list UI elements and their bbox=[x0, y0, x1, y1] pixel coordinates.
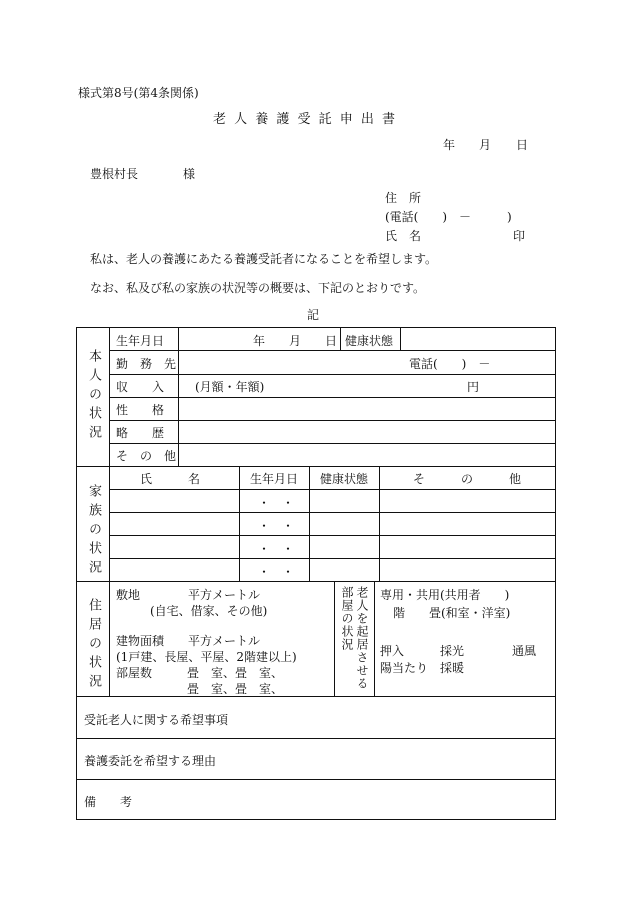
reason-label: 養護委託を希望する理由 bbox=[84, 754, 217, 768]
family-row-dob: ・ ・ bbox=[258, 519, 295, 533]
character-label: 性 格 bbox=[116, 403, 165, 417]
room-section-label-1: 老人を起居させる bbox=[355, 586, 369, 690]
housing-rooms-label: 部屋数 bbox=[116, 666, 153, 680]
housing-features-1: 押入 採光 通風 bbox=[380, 644, 537, 658]
housing-site: 敷地 平方メートル bbox=[116, 588, 261, 602]
applicant-seal: 印 bbox=[513, 229, 526, 243]
housing-rooms-2: 畳 室、畳 室、 bbox=[187, 682, 284, 696]
workplace-label: 勤 務 先 bbox=[116, 357, 177, 371]
addressee-honorific: 様 bbox=[183, 167, 196, 181]
family-header-dob: 生年月日 bbox=[250, 472, 299, 486]
housing-use: 専用・共用(共用者 ) bbox=[380, 588, 510, 602]
dob-label: 生年月日 bbox=[116, 334, 165, 348]
housing-building-type: (1戸建、長屋、平屋、2階建以上) bbox=[116, 650, 297, 664]
housing-floor: 階 畳(和室・洋室) bbox=[393, 606, 511, 620]
applicant-name-label: 氏 名 bbox=[385, 229, 422, 243]
applicant-phone-label: (電話( ) － ) bbox=[385, 210, 512, 224]
income-unit: 円 bbox=[467, 380, 480, 394]
dob-year-unit: 年 bbox=[253, 334, 266, 348]
self-section-label: 本人の状況 bbox=[86, 349, 101, 444]
form-number: 様式第8号(第4条関係) bbox=[78, 86, 199, 100]
remarks-label: 備 考 bbox=[84, 795, 133, 809]
housing-site-type: (自宅、借家、その他) bbox=[150, 604, 268, 618]
family-header-other: そ の 他 bbox=[413, 472, 522, 486]
family-section-label: 家族の状況 bbox=[86, 484, 101, 579]
statement-2: なお、私及び私の家族の状況等の概要は、下記のとおりです。 bbox=[90, 281, 426, 295]
family-row-dob: ・ ・ bbox=[258, 565, 295, 579]
dob-day-unit: 日 bbox=[325, 334, 338, 348]
housing-features-2: 陽当たり 採暖 bbox=[380, 661, 465, 675]
health-label: 健康状態 bbox=[345, 334, 394, 348]
income-note: (月額・年額) bbox=[195, 380, 265, 394]
addressee-name: 豊根村長 bbox=[90, 167, 139, 181]
wishes-label: 受託老人に関する希望事項 bbox=[84, 713, 229, 727]
date-year: 年 bbox=[443, 138, 456, 152]
applicant-address-label: 住 所 bbox=[385, 191, 422, 205]
family-row-dob: ・ ・ bbox=[258, 542, 295, 556]
income-label: 収 入 bbox=[116, 380, 165, 394]
room-section-label-2: 部屋の状況 bbox=[340, 586, 354, 651]
family-row-dob: ・ ・ bbox=[258, 496, 295, 510]
housing-rooms-1: 畳 室、畳 室、 bbox=[187, 666, 284, 680]
dob-month-unit: 月 bbox=[289, 334, 302, 348]
housing-section-label: 住居の状況 bbox=[86, 598, 101, 693]
workplace-phone: 電話( ) － bbox=[409, 357, 491, 371]
history-label: 略 歴 bbox=[116, 426, 165, 440]
date-month: 月 bbox=[479, 138, 492, 152]
family-header-health: 健康状態 bbox=[320, 472, 369, 486]
statement-1: 私は、老人の養護にあたる養護受託者になることを希望します。 bbox=[90, 252, 438, 266]
form-title: 老 人 養 護 受 託 申 出 書 bbox=[213, 112, 398, 127]
housing-building: 建物面積 平方メートル bbox=[116, 634, 261, 648]
ki-mark: 記 bbox=[307, 308, 320, 322]
family-header-name: 氏 名 bbox=[140, 472, 201, 486]
other-label: そ の 他 bbox=[116, 449, 177, 463]
date-day: 日 bbox=[516, 138, 529, 152]
